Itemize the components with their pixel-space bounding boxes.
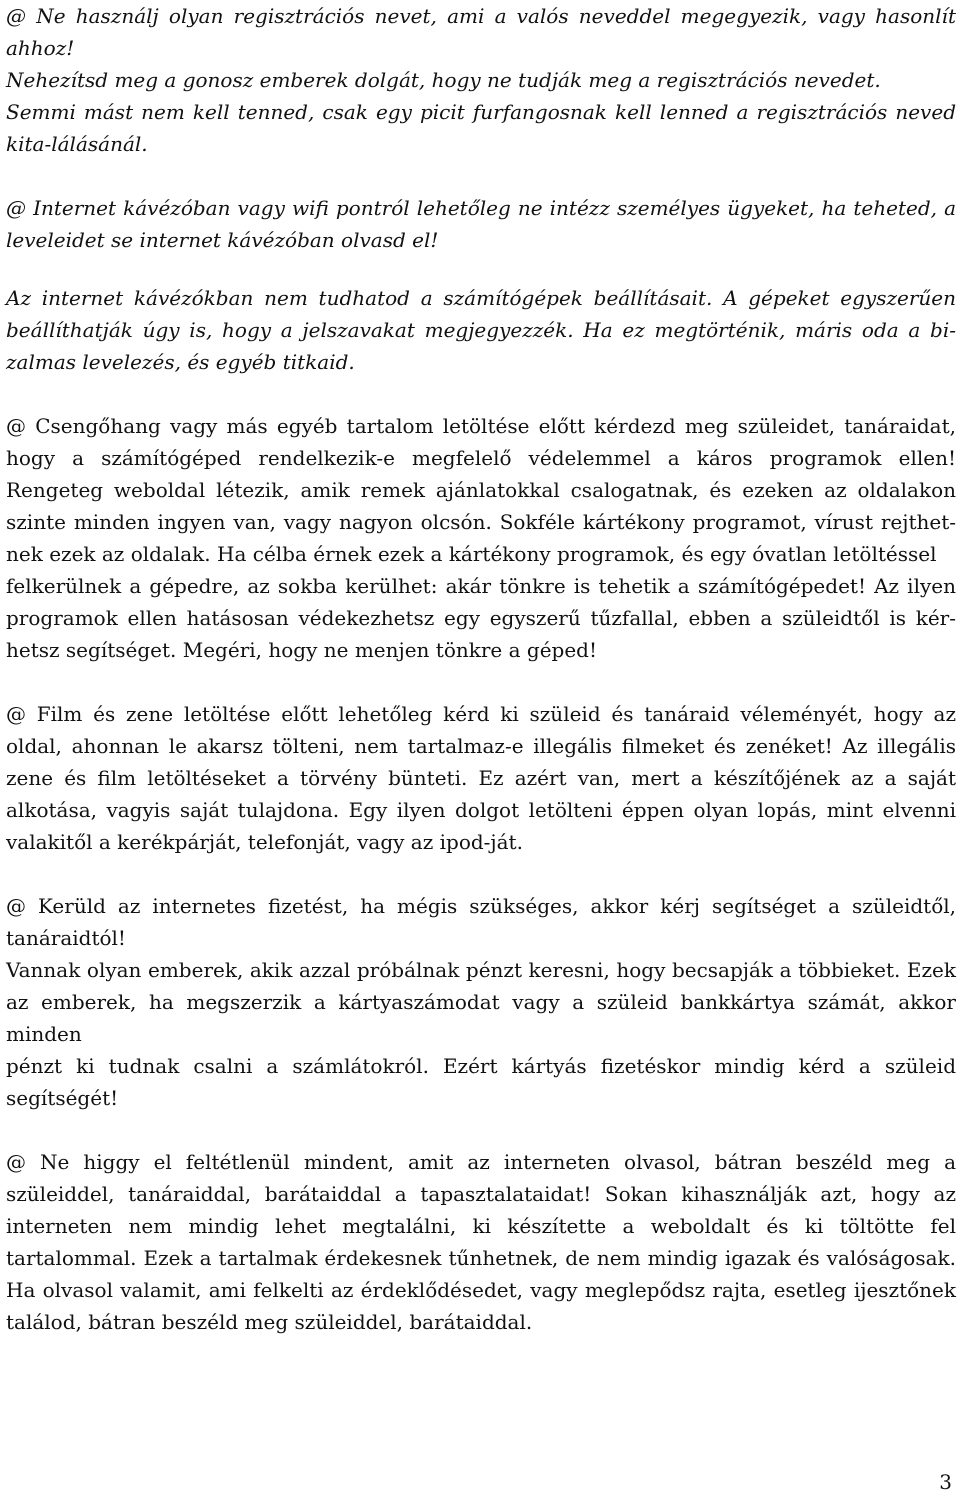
paragraph-spacer — [6, 666, 956, 698]
text-line: @ Film és zene letöltése előtt lehetőleg kérd ki szüleid és tanáraid véleményét, hogy az oldal, ahonnan le akarsz tölteni, nem tartalmaz-e illegális filmeket és zenéket! Az illegális zene és film letöltéseket a törvény bünteti. Ez azért van, mert a készítőjének az a saját alkotása, vagyis saját tulajdona. Egy ilyen dolgot letölteni éppen olyan lopás, mint elvenni valakitől a kerékpárját, telefonját, vagy az ipod-ját. — [6, 702, 956, 854]
section-downloads — [6, 410, 956, 666]
paragraph-spacer — [6, 160, 956, 192]
paragraph-download-warning — [6, 410, 956, 666]
text-line: @ Ne használj olyan regisztrációs nevet, ami a valós neveddel megegyezik, vagy hasonlít ahhoz! — [6, 4, 956, 60]
paragraph-payment-warning — [6, 890, 956, 1114]
text-line: Vannak olyan emberek, akik azzal próbálnak pénzt keresni, hogy becsapják a többieket. Ezek az emberek, ha megszerzik a kártyaszámodat vagy a szüleid bankkártya számát, akkor minden — [6, 958, 956, 1046]
section-payment — [6, 890, 956, 1114]
text-line: @ Ne higgy el feltétlenül mindent, amit az interneten olvasol, bátran beszéld meg a szüleiddel, tanáraiddal, barátaiddal a tapasztalataidat! Sokan kihasználják azt, hogy az interneten nem mindig lehet megtalálni, ki készítette a weboldalt és ki töltötte fel tartalommal. Ezek a tartalmak érdekesnek tűnhetnek, de nem mindig igazak és valóságosak. Ha olvasol valamit, ami felkelti az érdeklődésedet, vagy meglepődsz rajta, esetleg ijesztőnek találod, bátran beszéld meg szüleiddel, barátaiddal. — [6, 1150, 956, 1334]
text-line: Semmi mást nem kell tenned, csak egy picit furfangosnak kell lenned a regisztrációs neved kita-lálásánál. — [6, 100, 956, 156]
document-page — [6, 0, 956, 1338]
section-internet-cafe-detail — [6, 282, 956, 378]
text-line: felkerülnek a gépedre, az sokba kerülhet: akár tönkre is tehetik a számítógépedet! Az ilyen programok ellen hatásosan védekezhetsz egy egyszerű tűzfallal, ebben a szüleidtől is kér-hetsz segítséget. Megéri, hogy ne menjen tönkre a géped! — [6, 574, 956, 662]
paragraph-spacer — [6, 256, 956, 282]
paragraph-spacer — [6, 378, 956, 410]
paragraph-internet-cafe-detail — [6, 282, 956, 378]
text-line: @ Kerüld az internetes fizetést, ha mégis szükséges, akkor kérj segítséget a szüleidtől, tanáraidtól! — [6, 894, 956, 950]
text-line: pénzt ki tudnak csalni a számlátokról. Ezért kártyás fizetéskor mindig kérd a szüleid segítségét! — [6, 1054, 956, 1110]
paragraph-trust-warning — [6, 1146, 956, 1338]
section-internet-cafe — [6, 192, 956, 256]
page-number: 3 — [939, 1470, 952, 1494]
paragraph-film-music-warning — [6, 698, 956, 858]
text-line: Nehezítsd meg a gonosz emberek dolgát, hogy ne tudják meg a regisztrációs nevedet. — [6, 68, 881, 92]
text-line: @ Csengőhang vagy más egyéb tartalom letöltése előtt kérdezd meg szüleidet, tanáraidat, hogy a számítógéped rendelkezik-e megfelelő védelemmel a káros programok ellen! Rengeteg weboldal létezik, amik remek ajánlatokkal csalogatnak, és ezeken az oldalakon szinte minden ingyen van, vagy nagyon olcsón. Sokféle kártékony programot, vírust rejthet-nek ezek az oldalak. Ha célba érnek ezek a kártékony programok, és egy óvatlan letöltéssel — [6, 414, 956, 566]
section-trust — [6, 1146, 956, 1338]
paragraph-spacer — [6, 858, 956, 890]
paragraph-internet-cafe-warning — [6, 192, 956, 256]
paragraph-spacer — [6, 1114, 956, 1146]
text-line: Az internet kávézókban nem tudhatod a számítógépek beállításait. A gépeket egyszerűen beállíthatják úgy is, hogy a jelszavakat megjegyezzék. Ha ez megtörténik, máris oda a bi-zalmas levelezés, és egyéb titkaid. — [6, 286, 956, 374]
text-line: @ Internet kávézóban vagy wifi pontról lehetőleg ne intézz személyes ügyeket, ha teheted, a leveleidet se internet kávézóban olvasd el! — [6, 196, 956, 252]
section-registration-name — [6, 0, 956, 160]
section-film-music — [6, 698, 956, 858]
paragraph-registration-warning — [6, 0, 956, 160]
